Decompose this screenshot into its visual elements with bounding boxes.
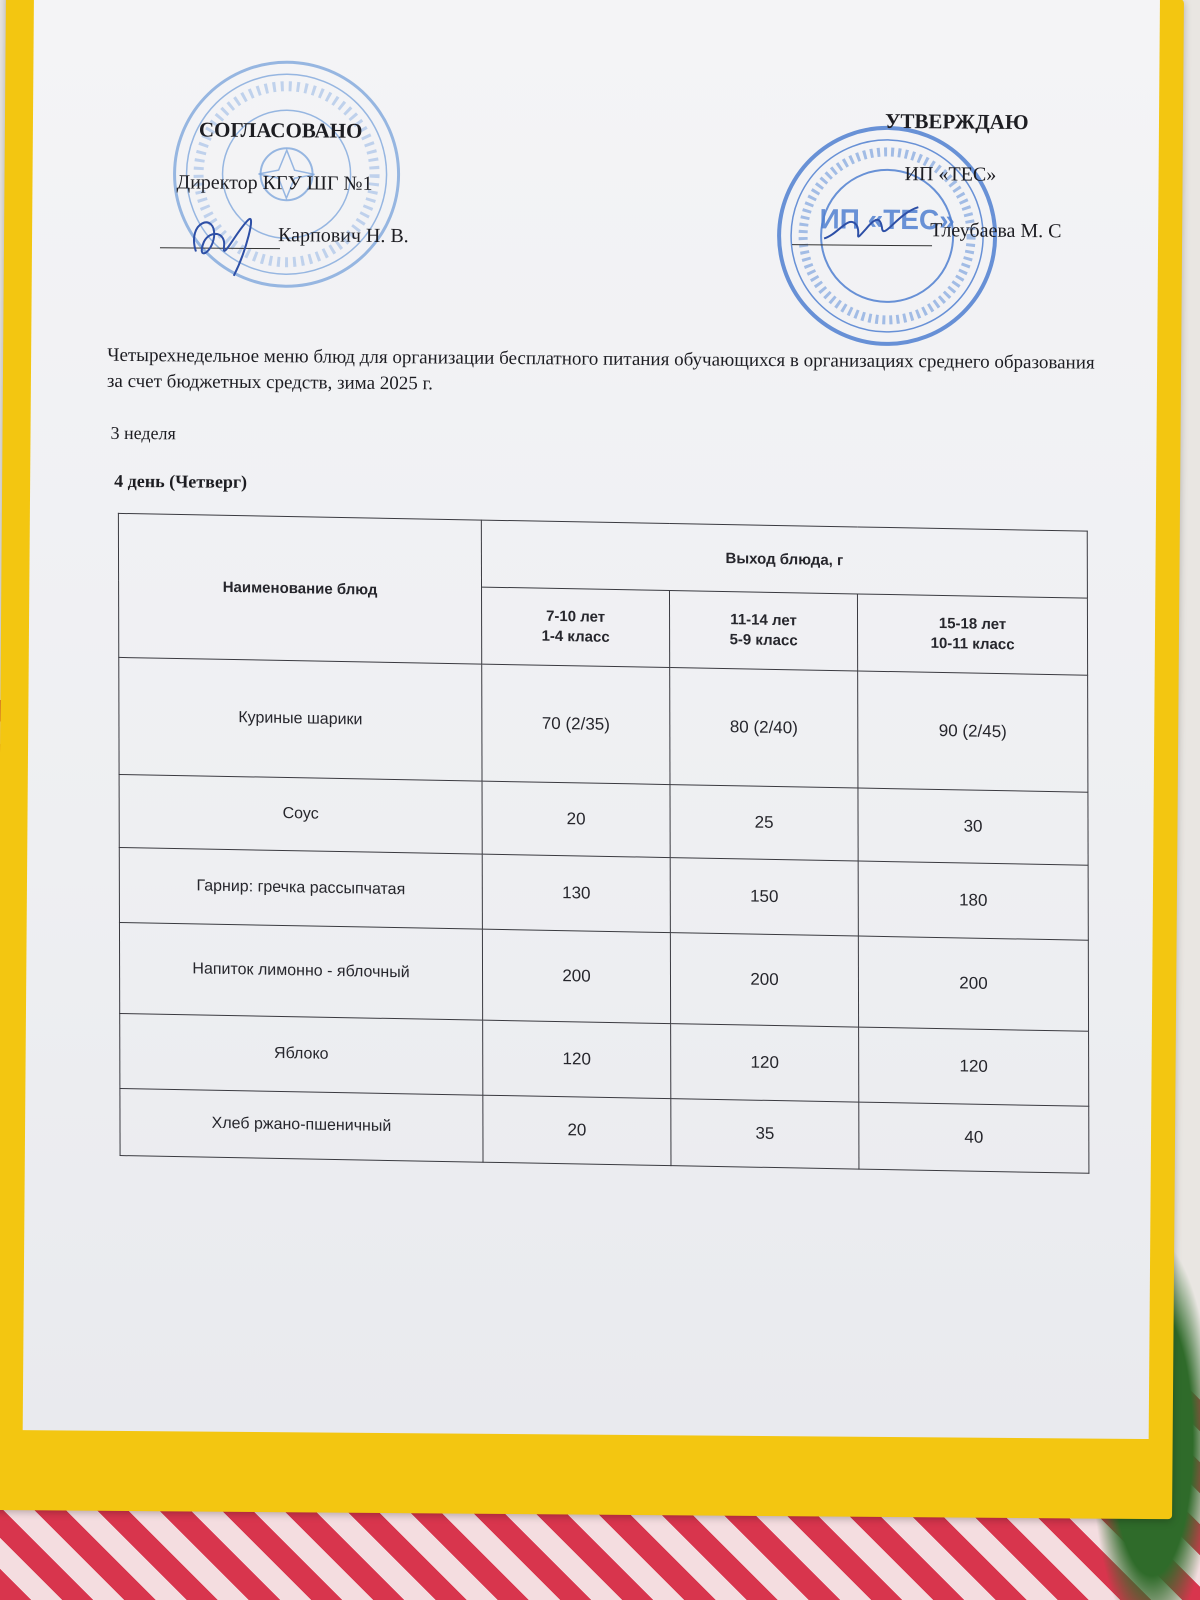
approved-name: Тлеубаева М. С — [930, 219, 1062, 243]
yield-value: 180 — [858, 861, 1088, 940]
signature-left-icon — [176, 191, 287, 282]
signature-right-icon — [818, 194, 928, 255]
menu-table — [118, 513, 1090, 1174]
grade-range: 5-9 класс — [729, 631, 798, 650]
yield-value: 20 — [482, 781, 670, 857]
yield-value: 40 — [859, 1102, 1089, 1173]
age-range: 7-10 лет — [546, 607, 606, 626]
dish-name-header: Наименование блюд — [118, 513, 481, 664]
approved-title: УТВЕРЖДАЮ — [884, 108, 1029, 135]
document-title: Четырехнедельное меню блюд для организации бесплатного питания обучающихся в организациях среднего образования за счет бюджетных средств, зима 2025 г. — [106, 344, 1095, 395]
week-label: 3 неделя — [110, 422, 176, 444]
age-group-header — [482, 587, 670, 667]
yield-value: 130 — [482, 854, 670, 932]
menu-sheet — [23, 0, 1160, 1439]
dish-name: Хлеб ржано-пшеничный — [120, 1089, 483, 1163]
table-row — [119, 657, 1088, 792]
day-label: 4 день (Четверг) — [114, 470, 248, 492]
dish-name: Гарнир: гречка рассыпчатая — [119, 847, 482, 929]
agreed-role: Директор КГУ ШГ №1 — [176, 171, 373, 195]
grade-range: 1-4 класс — [541, 627, 610, 646]
age-group-header — [669, 591, 857, 671]
yield-value: 120 — [671, 1024, 859, 1102]
age-group-header — [857, 594, 1087, 675]
menu-table-wrapper — [118, 513, 1090, 1174]
yield-value: 70 (2/35) — [482, 664, 670, 784]
yield-value: 25 — [670, 785, 858, 861]
yield-header: Выход блюда, г — [481, 520, 1087, 598]
yield-value: 200 — [482, 929, 670, 1023]
dish-name: Куриные шарики — [119, 657, 482, 781]
dish-name: Напиток лимонно - яблочный — [119, 922, 482, 1020]
svg-text:ИП «ТЕС»: ИП «ТЕС» — [819, 203, 955, 236]
age-range: 15-18 лет — [938, 614, 1007, 634]
agreed-title: СОГЛАСОВАНО — [198, 117, 363, 143]
dish-name: Яблоко — [120, 1014, 483, 1096]
yield-value: 30 — [858, 788, 1088, 865]
agreed-name: Карпович Н. В. — [277, 224, 409, 248]
grade-range: 10-11 класс — [930, 634, 1015, 654]
yield-value: 120 — [859, 1027, 1089, 1106]
yield-value: 200 — [670, 933, 858, 1027]
yield-value: 200 — [858, 936, 1088, 1031]
yield-value: 20 — [483, 1095, 671, 1165]
yield-value: 90 (2/45) — [858, 671, 1088, 792]
approved-org: ИП «ТЕС» — [904, 163, 997, 186]
yield-value: 80 (2/40) — [670, 668, 858, 788]
yield-value: 120 — [483, 1020, 671, 1098]
dish-name: Соус — [119, 774, 482, 854]
age-range: 11-14 лет — [730, 611, 797, 630]
yield-value: 35 — [671, 1099, 859, 1169]
yield-value: 150 — [670, 858, 858, 936]
table-row — [119, 922, 1088, 1031]
